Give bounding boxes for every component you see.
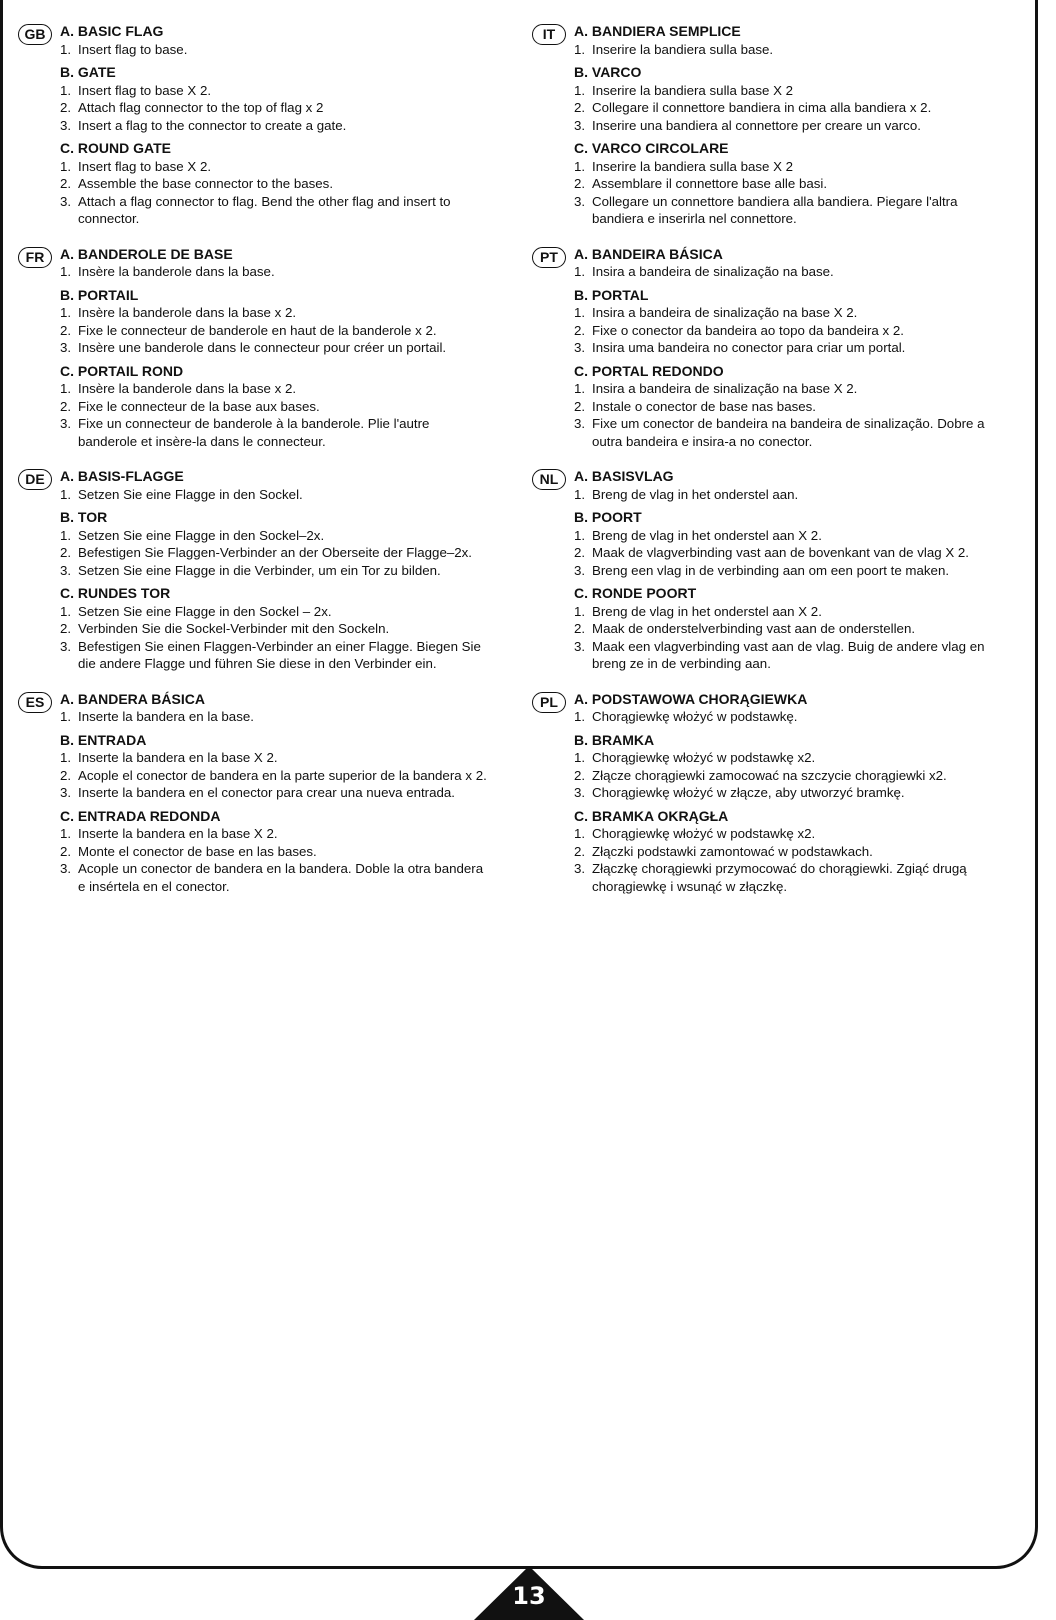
step-list [574,527,1002,580]
section-heading: C. ENTRADA REDONDA [60,807,221,824]
step: 3. Fixe um conector de bandeira na bandeira de sinalização. Dobre a outra bandeira e insira-a no conector. [574,416,985,449]
step-list [60,527,488,580]
section-heading: C. PORTAIL ROND [60,362,184,379]
step: 2. Collegare il connettore bandiera in cima alla bandiera x 2. [574,100,932,115]
step: 1. Insira a bandeira de sinalização na base. [574,264,834,279]
section-gate [574,64,1002,134]
section-basic [60,246,488,281]
right-column [532,23,1002,901]
step: 2. Verbinden Sie die Sockel-Verbinder mit den Sockeln. [60,621,390,636]
section-round-gate [574,585,1002,673]
step-list [574,486,1002,504]
language-badge: NL [532,469,566,490]
step: 2. Befestigen Sie Flaggen-Verbinder an der Oberseite der Flagge–2x. [60,545,472,560]
step-list [574,158,1002,228]
step: 2. Assemblare il connettore base alle basi. [574,176,828,191]
section-heading: A. BASIS-FLAGGE [60,468,184,484]
lang-block-fr [18,246,488,451]
language-badge: DE [18,469,52,490]
step: 3. Inserte la bandera en el conector para crear una nueva entrada. [60,785,455,800]
step-list [60,825,488,895]
section-basic [60,468,488,503]
section-basic [574,23,1002,58]
section-gate [574,509,1002,579]
step: 3. Złączkę chorągiewki przymocować do chorągiewki. Zgiąć drugą chorągiewkę i wsunąć w złączkę. [574,861,967,894]
step: 1. Chorągiewkę włożyć w podstawkę x2. [574,826,816,841]
step-list [60,263,488,281]
left-column [18,23,488,901]
lang-block-gb [18,23,488,228]
section-heading: B. POORT [574,509,642,525]
lang-block-nl [532,468,1002,673]
step-list [60,749,488,802]
step: 1. Insert flag to base X 2. [60,158,212,174]
lang-block-pt [532,246,1002,451]
step: 1. Breng de vlag in het onderstel aan. [574,486,799,502]
step: 1. Setzen Sie eine Flagge in den Sockel–2x. [60,527,325,543]
step: 1. Chorągiewkę włożyć w podstawkę x2. [574,750,816,765]
section-round-gate [60,140,488,228]
section-heading: B. VARCO [574,64,642,80]
step: 2. Attach flag connector to the top of flag x 2 [60,100,324,115]
section-gate [574,287,1002,357]
section-round-gate [60,808,488,896]
step-list [574,82,1002,135]
step: 1. Inserire la bandiera sulla base X 2 [574,158,794,174]
step-list [574,41,1002,59]
step: 1. Inserte la bandera en la base X 2. [60,826,278,841]
section-gate [60,64,488,134]
step: 1. Insère la banderole dans la base x 2. [60,305,297,320]
step: 1. Insert flag to base. [60,41,188,57]
section-heading: C. BRAMKA OKRĄGŁA [574,807,729,824]
language-badge: ES [18,692,52,713]
section-heading: A. BANDERA BÁSICA [60,690,205,707]
section-heading: C. PORTAL REDONDO [574,362,724,379]
step: 2. Fixe le connecteur de la base aux bases. [60,398,320,414]
step: 2. Maak de onderstelverbinding vast aan de onderstellen. [574,621,916,636]
step: 1. Inserire la bandiera sulla base X 2 [574,82,794,98]
section-heading: B. TOR [60,509,108,525]
section-basic [60,691,488,726]
step: 3. Insira uma bandeira no conector para criar um portal. [574,340,906,355]
section-heading: A. BANDEROLE DE BASE [60,245,233,262]
step: 2. Maak de vlagverbinding vast aan de bovenkant van de vlag X 2. [574,545,969,560]
step-list [60,380,488,450]
step: 1. Insère la banderole dans la base. [60,264,275,279]
step: 3. Insert a flag to the connector to create a gate. [60,117,347,133]
step: 3. Collegare un connettore bandiera alla bandiera. Piegare l'altra bandiera e inserirla nel connettore. [574,193,958,226]
section-heading: C. RONDE POORT [574,585,697,601]
step: 1. Chorągiewkę włożyć w podstawkę. [574,709,798,724]
step: 3. Fixe un connecteur de banderole à la banderole. Plie l'autre banderole et insère-la dans le connecteur. [60,416,430,449]
section-heading: A. BANDEIRA BÁSICA [574,245,723,262]
section-basic [574,468,1002,503]
section-basic [574,246,1002,281]
section-heading: A. PODSTAWOWA CHORĄGIEWKA [574,690,808,707]
section-round-gate [60,585,488,673]
section-round-gate [574,363,1002,451]
step: 2. Monte el conector de base en las bases. [60,843,317,859]
language-badge: PT [532,247,566,268]
section-heading: B. GATE [60,64,116,80]
step: 2. Złączki podstawki zamontować w podstawkach. [574,843,873,859]
step: 3. Acople un conector de bandera en la bandera. Doble la otra bandera e insértela en el conector. [60,861,484,894]
step: 3. Attach a flag connector to flag. Bend the other flag and insert to connector. [60,193,451,226]
section-heading: B. PORTAIL [60,286,139,303]
step: 1. Setzen Sie eine Flagge in den Sockel. [60,486,303,502]
step: 3. Inserire una bandiera al connettore per creare un varco. [574,117,921,133]
section-round-gate [60,363,488,451]
step: 1. Insert flag to base X 2. [60,82,212,98]
section-gate [60,287,488,357]
step: 1. Inserte la bandera en la base. [60,709,254,724]
step: 1. Inserire la bandiera sulla base. [574,41,774,57]
step-list [574,708,1002,726]
section-heading: C. RUNDES TOR [60,585,171,601]
step: 1. Insira a bandeira de sinalização na base X 2. [574,381,858,396]
step: 1. Breng de vlag in het onderstel aan X 2. [574,527,822,543]
section-round-gate [574,140,1002,228]
section-basic [60,23,488,58]
section-heading: C. VARCO CIRCOLARE [574,140,729,156]
step: 1. Insira a bandeira de sinalização na base X 2. [574,305,858,320]
lang-block-it [532,23,1002,228]
section-heading: A. BASIC FLAG [60,23,164,39]
step-list [574,380,1002,450]
language-badge: FR [18,247,52,268]
step-list [60,603,488,673]
step: 3. Insère une banderole dans le connecteur pour créer un portail. [60,340,447,355]
section-basic [574,691,1002,726]
step: 2. Fixe le connecteur de banderole en haut de la banderole x 2. [60,322,437,338]
step-list [60,41,488,59]
language-badge: IT [532,24,566,45]
lang-block-pl [532,691,1002,896]
lang-block-es [18,691,488,896]
step: 2. Assemble the base connector to the bases. [60,176,334,191]
section-heading: A. BASISVLAG [574,468,674,484]
step-list [574,749,1002,802]
step-list [60,82,488,135]
section-round-gate [574,808,1002,896]
step: 2. Acople el conector de bandera en la parte superior de la bandera x 2. [60,767,487,783]
step-list [60,708,488,726]
step: 2. Instale o conector de base nas bases. [574,398,816,414]
lang-block-de [18,468,488,673]
section-heading: C. ROUND GATE [60,140,171,156]
step-list [60,304,488,357]
section-heading: B. PORTAL [574,286,649,303]
step-list [60,486,488,504]
language-badge: GB [18,24,52,45]
section-heading: B. ENTRADA [60,731,147,748]
step: 1. Inserte la bandera en la base X 2. [60,750,278,765]
step: 1. Insère la banderole dans la base x 2. [60,381,297,396]
step-list [574,603,1002,673]
step: 2. Fixe o conector da bandeira ao topo da bandeira x 2. [574,322,904,338]
step: 2. Złącze chorągiewki zamocować na szczycie chorągiewki x2. [574,767,947,783]
section-gate [60,732,488,802]
step: 1. Setzen Sie eine Flagge in den Sockel – 2x. [60,603,332,619]
step-list [574,825,1002,895]
section-gate [574,732,1002,802]
page-number-tab [474,1566,584,1620]
step-list [574,304,1002,357]
step: 3. Chorągiewkę włożyć w złącze, aby utworzyć bramkę. [574,785,905,800]
step: 3. Maak een vlagverbinding vast aan de vlag. Buig de andere vlag en breng ze in de verbinding aan. [574,638,985,671]
section-gate [60,509,488,579]
step-list [574,263,1002,281]
step: 3. Setzen Sie eine Flagge in die Verbinder, um ein Tor zu bilden. [60,562,441,578]
section-heading: A. BANDIERA SEMPLICE [574,23,741,39]
step: 3. Breng een vlag in de verbinding aan om een poort te maken. [574,562,950,578]
step-list [60,158,488,228]
language-badge: PL [532,692,566,713]
step: 3. Befestigen Sie einen Flaggen-Verbinder an einer Flagge. Biegen Sie die andere Flagge und führen Sie diese in den Verbinder ein. [60,638,481,671]
section-heading: B. BRAMKA [574,731,655,748]
page-number: 13 [512,1582,546,1610]
step: 1. Breng de vlag in het onderstel aan X 2. [574,603,822,619]
